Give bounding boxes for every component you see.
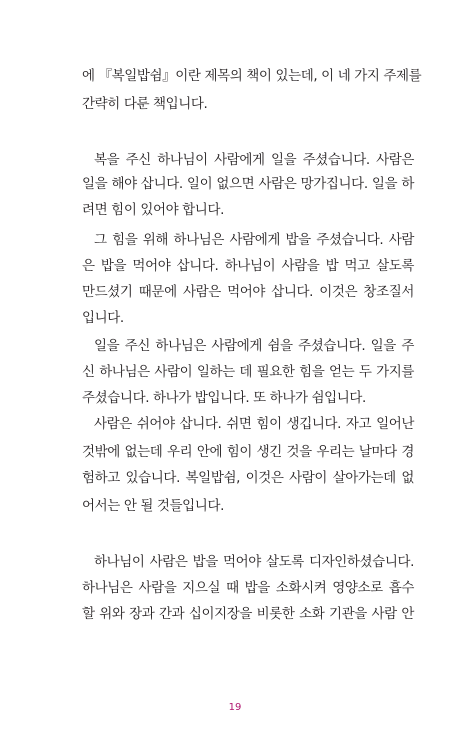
body-line: 하나님은 사람을 지으실 때 밥을 소화시켜 영양소로 흡수	[82, 580, 414, 596]
body-line: 주셨습니다. 하나가 밥입니다. 또 하나가 쉼입니다.	[82, 390, 366, 406]
body-line: 일을 해야 삽니다. 일이 없으면 사람은 망가집니다. 일을 하	[82, 176, 414, 192]
body-line: 은 밥을 먹어야 삽니다. 하나님이 사람을 밥 먹고 살도록	[82, 258, 414, 274]
body-line: 에 『복일밥쉼』이란 제목의 책이 있는데, 이 네 가지 주제를	[82, 68, 422, 84]
body-line: 어서는 안 될 것들입니다.	[82, 498, 224, 514]
paragraph-first-line: 하나님이 사람은 밥을 먹어야 살도록 디자인하셨습니다.	[94, 554, 414, 570]
body-line: 것밖에 없는데 우리 안에 힘이 생긴 것을 우리는 날마다 경	[82, 444, 414, 460]
body-line: 신 하나님은 사람이 일하는 데 필요한 힘을 얻는 두 가지를	[82, 364, 414, 380]
paragraph-first-line: 복을 주신 하나님이 사람에게 일을 주셨습니다. 사람은	[94, 152, 414, 168]
paragraph-first-line: 사람은 쉬어야 삽니다. 쉬면 힘이 생깁니다. 자고 일어난	[94, 416, 414, 432]
paragraph-first-line: 일을 주신 하나님은 사람에게 쉼을 주셨습니다. 일을 주	[94, 338, 414, 354]
body-line: 험하고 있습니다. 복일밥쉼, 이것은 사람이 살아가는데 없	[82, 470, 414, 486]
paragraph-first-line: 그 힘을 위해 하나님은 사람에게 밥을 주셨습니다. 사람	[94, 232, 414, 248]
body-line: 려면 힘이 있어야 합니다.	[82, 202, 224, 218]
body-line: 할 위와 장과 간과 십이지장을 비롯한 소화 기관을 사람 안	[82, 606, 414, 622]
body-line: 입니다.	[82, 310, 124, 326]
body-line: 간략히 다룬 책입니다.	[82, 96, 208, 112]
page-number: 19	[228, 702, 242, 713]
body-line: 만드셨기 때문에 사람은 먹어야 삽니다. 이것은 창조질서	[82, 284, 414, 300]
